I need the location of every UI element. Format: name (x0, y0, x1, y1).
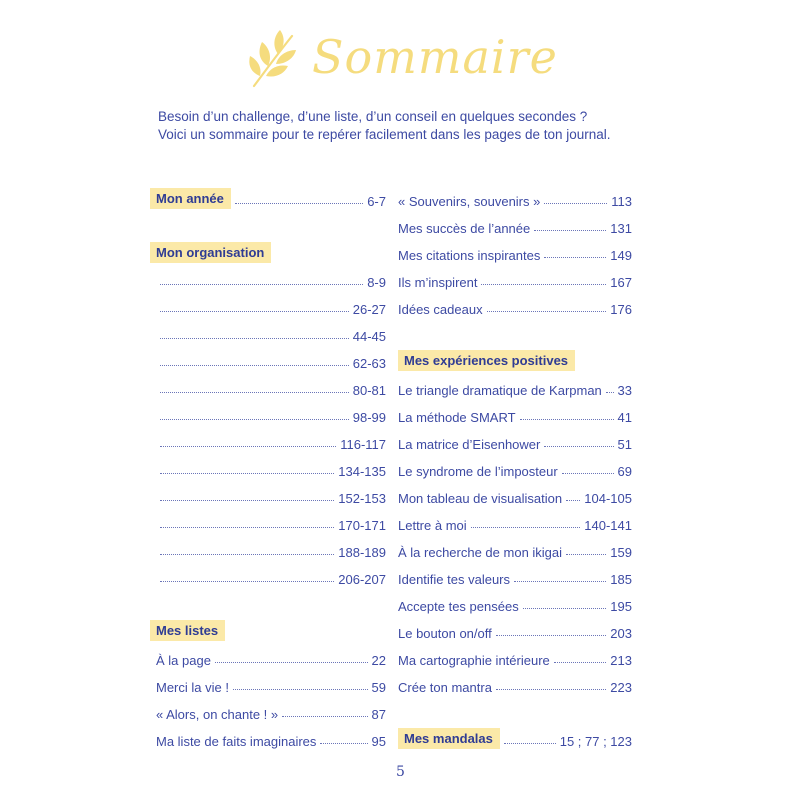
entry-label: Ma cartographie intérieure (398, 653, 550, 668)
toc-entry[interactable] (398, 371, 632, 398)
page-ref: 87 (371, 707, 386, 722)
leader-dots (534, 230, 606, 231)
leader-dots (160, 473, 334, 474)
leader-dots (215, 662, 368, 663)
intro-text (158, 108, 658, 144)
page-ref: 167 (610, 275, 632, 290)
entry-label: La matrice d’Eisenhower (398, 437, 541, 452)
toc-entry[interactable] (150, 506, 386, 533)
toc-entry[interactable] (150, 263, 386, 290)
entry-label: Merci la vie ! (156, 680, 229, 695)
entry-label: Crée ton mantra (398, 680, 492, 695)
page-ref: 104-105 (584, 491, 632, 506)
leader-dots (496, 635, 607, 636)
page-ref: 26-27 (352, 302, 386, 317)
toc-entry[interactable] (150, 641, 386, 668)
page-ref: 188-189 (338, 545, 386, 560)
page-ref: 15 ; 77 ; 123 (559, 734, 632, 749)
leader-dots (160, 419, 349, 420)
toc-entry[interactable] (150, 290, 386, 317)
entry-label: La méthode SMART (398, 410, 516, 425)
page-ref: 131 (610, 221, 632, 236)
entry-label: Mes citations inspirantes (398, 248, 541, 263)
page-ref: 33 (617, 383, 632, 398)
page-ref: 8-9 (367, 275, 386, 290)
section-mon-annee: Mon année (150, 188, 231, 209)
page-ref: 80-81 (352, 383, 386, 398)
toc-entry[interactable] (398, 668, 632, 695)
toc-entry[interactable] (150, 560, 386, 587)
entry-label: À la recherche de mon ikigai (398, 545, 563, 560)
leader-dots (562, 473, 614, 474)
toc-entry-mon-annee[interactable] (150, 182, 386, 209)
toc-entry[interactable] (398, 533, 632, 560)
toc-entry[interactable] (150, 668, 386, 695)
page-ref: 152-153 (338, 491, 386, 506)
entry-label: Le syndrome de l’imposteur (398, 464, 558, 479)
entry-label: Mon tableau de visualisation (398, 491, 563, 506)
toc-entry-mon-organisation (150, 236, 386, 263)
leader-dots (160, 284, 363, 285)
toc-entry[interactable] (150, 479, 386, 506)
intro-line-1: Besoin d’un challenge, d’une liste, d’un conseil en quelques secondes ? (158, 109, 588, 124)
page-ref: 206-207 (338, 572, 386, 587)
page-ref: 69 (617, 464, 632, 479)
toc-right-column (398, 182, 632, 749)
toc-entry[interactable] (398, 263, 632, 290)
page-ref: 41 (617, 410, 632, 425)
page-ref: 95 (371, 734, 386, 749)
section-mes-experiences-positives: Mes expériences positives (398, 350, 575, 371)
page-ref: 134-135 (338, 464, 386, 479)
page-number: 5 (396, 764, 405, 780)
page-ref: 223 (610, 680, 632, 695)
toc-entry[interactable] (150, 317, 386, 344)
entry-label: Idées cadeaux (398, 302, 483, 317)
leader-dots (471, 527, 581, 528)
toc-entry[interactable] (398, 209, 632, 236)
page-ref: 59 (371, 680, 386, 695)
leader-dots (566, 554, 606, 555)
toc-entry[interactable] (398, 452, 632, 479)
page-ref: 6-7 (367, 194, 386, 209)
page-ref: 62-63 (352, 356, 386, 371)
toc-entry-mes-listes (150, 614, 386, 641)
leader-dots (160, 554, 334, 555)
toc-entry[interactable] (150, 371, 386, 398)
leader-dots (160, 446, 336, 447)
leader-dots (320, 743, 367, 744)
section-mon-organisation: Mon organisation (150, 242, 271, 263)
leader-dots (160, 500, 334, 501)
page-ref: 185 (610, 572, 632, 587)
section-mes-listes: Mes listes (150, 620, 225, 641)
entry-label: Ma liste de faits imaginaires (156, 734, 317, 749)
page-ref: 116-117 (340, 437, 386, 452)
leader-dots (523, 608, 607, 609)
page-ref: 213 (610, 653, 632, 668)
entry-label: Le triangle dramatique de Karpman (398, 383, 602, 398)
page-ref: 44-45 (352, 329, 386, 344)
page-title: Sommaire (312, 30, 558, 84)
entry-label: Mes succès de l’année (398, 221, 531, 236)
entry-label: Accepte tes pensées (398, 599, 519, 614)
toc-entry[interactable] (398, 479, 632, 506)
entry-label: Le bouton on/off (398, 626, 492, 641)
page-ref: 98-99 (352, 410, 386, 425)
toc-entry[interactable] (150, 695, 386, 722)
leader-dots (520, 419, 614, 420)
leader-dots (514, 581, 606, 582)
leader-dots (544, 203, 607, 204)
leader-dots (504, 743, 556, 744)
page-ref: 51 (617, 437, 632, 452)
toc-entry[interactable] (398, 236, 632, 263)
entry-label: Lettre à moi (398, 518, 467, 533)
toc-entry[interactable] (150, 344, 386, 371)
leader-dots (160, 392, 349, 393)
page-ref: 195 (610, 599, 632, 614)
toc-entry[interactable] (398, 398, 632, 425)
leader-dots (160, 338, 349, 339)
entry-label: À la page (156, 653, 211, 668)
toc-entry[interactable] (398, 290, 632, 317)
toc-entry[interactable] (150, 722, 386, 749)
leader-dots (496, 689, 606, 690)
leader-dots (481, 284, 606, 285)
leader-dots (487, 311, 607, 312)
toc-entry[interactable] (398, 182, 632, 209)
leader-dots (160, 527, 334, 528)
toc-entry-mes-mandalas[interactable] (398, 722, 632, 749)
leader-dots (160, 365, 349, 366)
leader-dots (544, 446, 613, 447)
toc-entry[interactable] (398, 560, 632, 587)
page-ref: 113 (611, 194, 632, 209)
toc-entry[interactable] (398, 506, 632, 533)
toc-entry[interactable] (398, 587, 632, 614)
entry-label: « Alors, on chante ! » (156, 707, 279, 722)
leader-dots (233, 689, 368, 690)
leader-dots (566, 500, 580, 501)
page-ref: 170-171 (338, 518, 386, 533)
title-block (246, 26, 558, 96)
page-ref: 203 (610, 626, 632, 641)
toc-entry[interactable] (398, 425, 632, 452)
page-ref: 149 (610, 248, 632, 263)
toc-entry[interactable] (150, 425, 386, 452)
leader-dots (544, 257, 606, 258)
leader-dots (160, 311, 349, 312)
toc-entry[interactable] (398, 641, 632, 668)
intro-line-2: Voici un sommaire pour te repérer facilement dans les pages de ton journal. (158, 127, 611, 142)
toc-entry[interactable] (398, 614, 632, 641)
leader-dots (554, 662, 607, 663)
leader-dots (282, 716, 367, 717)
toc-entry[interactable] (150, 452, 386, 479)
leader-dots (235, 203, 363, 204)
page-ref: 140-141 (584, 518, 632, 533)
entry-label: « Souvenirs, souvenirs » (398, 194, 541, 209)
page-ref: 176 (610, 302, 632, 317)
section-mes-mandalas: Mes mandalas (398, 728, 500, 749)
entry-label: Identifie tes valeurs (398, 572, 511, 587)
toc-entry-mes-experiences (398, 344, 632, 371)
leaf-branch-icon (246, 26, 302, 90)
toc-entry[interactable] (150, 398, 386, 425)
leader-dots (160, 581, 334, 582)
leader-dots (606, 392, 614, 393)
entry-label: Ils m’inspirent (398, 275, 478, 290)
toc-left-column (150, 182, 386, 749)
toc-entry[interactable] (150, 533, 386, 560)
page-ref: 22 (371, 653, 386, 668)
page-ref: 159 (610, 545, 632, 560)
